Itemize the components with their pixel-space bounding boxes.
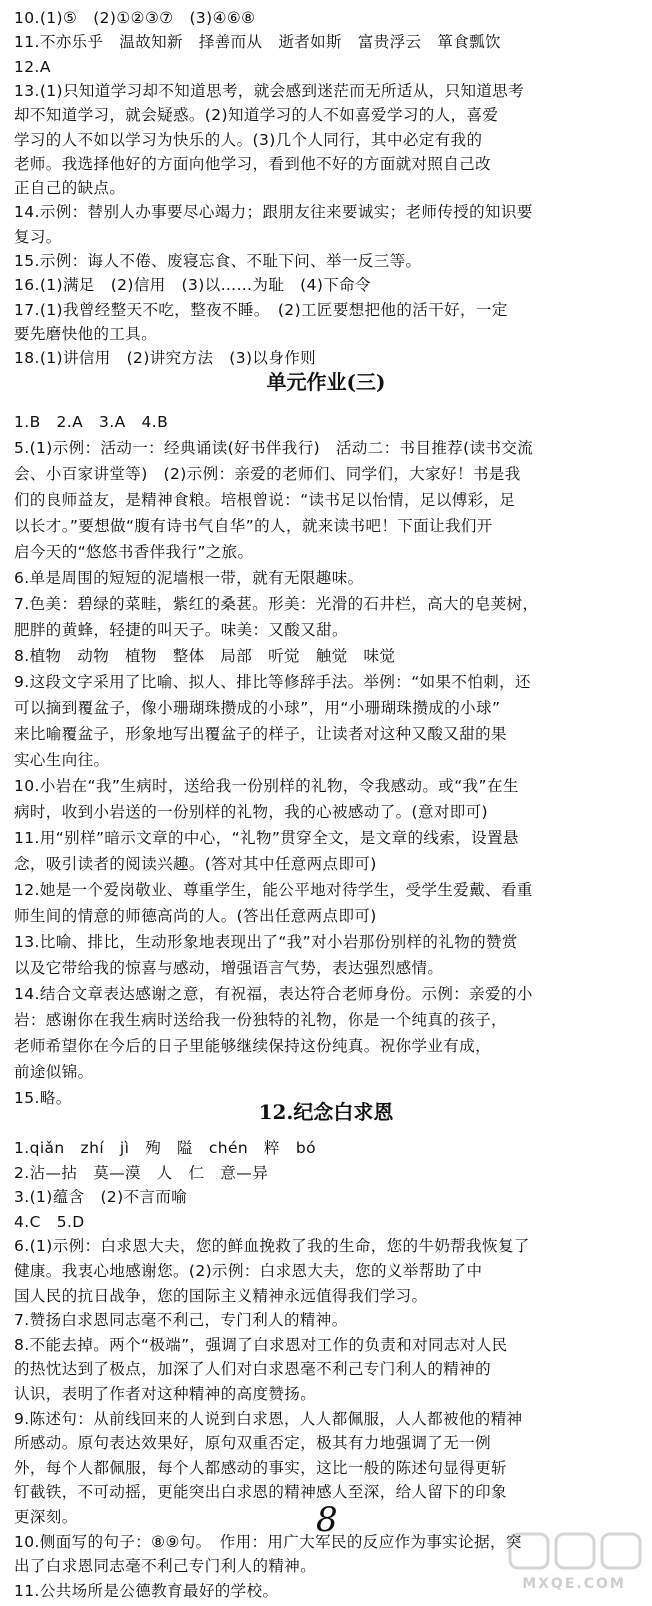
answer-line: 启今天的“悠悠书香伴我行”之旅。 (14, 543, 254, 561)
watermark-text: MXQE.COM (522, 1576, 626, 1592)
answer-line: 却不知道学习，就会疑惑。(2)知道学习的人不如喜爱学习的人，喜爱 (14, 106, 499, 125)
answer-line: 1.qiǎn zhí jì 殉 隘 chén 粹 bó (14, 1139, 316, 1157)
answer-line: 老师。我选择他好的方面向他学习，看到他不好的方面就对照自己改 (14, 154, 492, 173)
answer-line: 更深刻。 (14, 1508, 78, 1526)
answer-line: 可以摘到覆盆子，像小珊瑚珠攒成的小球”，用“小珊瑚珠攒成的小球” (14, 699, 501, 717)
answer-line: 的热忱达到了极点，加深了人们对白求恩毫不利己专门利人的精神的 (14, 1360, 492, 1379)
answer-line: 8.不能去掉。两个“极端”，强调了白求恩对工作的负责和对同志对人民 (14, 1335, 508, 1354)
answer-line: 5.(1)示例：活动一：经典诵读(好书伴我行) 活动二：书目推荐(读书交流 (14, 439, 534, 457)
answer-line: 11.公共场所是公德教育最好的学校。 (14, 1581, 279, 1600)
answer-line: 前途似锦。 (14, 1063, 94, 1081)
answer-line: 7.赞扬白求恩同志毫不利己，专门利人的精神。 (14, 1311, 348, 1330)
answer-line: 15.略。 (14, 1089, 72, 1107)
answer-line: 钉截铁，不可动摇，更能突出白求恩的精神感人至深，给人留下的印象 (14, 1483, 507, 1502)
answer-line: 国人民的抗日战争，您的国际主义精神永远值得我们学习。 (14, 1286, 428, 1305)
answer-line: 10.(1)⑤ (2)①②③⑦ (3)④⑥⑧ (14, 9, 256, 27)
answer-line: 7.色美：碧绿的菜畦，紫红的桑葚。形美：光滑的石井栏，高大的皂荚树， (14, 595, 539, 613)
answer-line: 6.单是周围的短短的泥墙根一带，就有无限趣味。 (14, 569, 364, 587)
answer-line: 要先磨快他的工具。 (14, 324, 158, 343)
watermark-icon (504, 1530, 644, 1574)
answer-line: 实心生向往。 (14, 751, 110, 769)
answer-line: 健康。我衷心地感谢您。(2)示例：白求恩大夫，您的义举帮助了中 (14, 1262, 483, 1280)
answer-line: 8.植物 动物 植物 整体 局部 听觉 触觉 味觉 (14, 647, 396, 665)
answer-line: 13.(1)只知道学习却不知道思考，就会感到迷茫而无所适从，只知道思考 (14, 81, 525, 100)
answer-line: 13.比喻、排比，生动形象地表现出了“我”对小岩那份别样的礼物的赞赏 (14, 933, 518, 951)
answer-line: 来比喻覆盆子，形象地写出覆盆子的样子，让读者对这种又酸又甜的果 (14, 725, 507, 743)
answer-line: 师生间的情意的师德高尚的人。(答出任意两点即可) (14, 907, 377, 925)
answer-line: 1.B 2.A 3.A 4.B (14, 413, 169, 431)
answer-line: 会、小百家讲堂等) (2)示例：亲爱的老师们、同学们，大家好！书是我 (14, 465, 521, 483)
section-heading-bethune: 12.纪念白求恩 (258, 1100, 394, 1124)
answer-line: 12.A (14, 57, 51, 76)
answer-line: 认识，表明了作者对这种精神的高度赞扬。 (14, 1385, 317, 1403)
answer-line: 出了白求恩同志毫不利己专门利人的精神。 (14, 1557, 317, 1576)
answer-line: 18.(1)讲信用 (2)讲究方法 (3)以身作则 (14, 349, 317, 368)
answer-line: 12.她是一个爱岗敬业、尊重学生，能公平地对待学生，受学生爱戴、看重 (14, 881, 533, 899)
answer-line: 以长才。”要想做“腹有诗书气自华”的人，就来读书吧！下面让我们开 (14, 517, 493, 535)
answer-line: 复习。 (14, 227, 62, 246)
watermark-logo (504, 1530, 644, 1592)
answer-line: 14.示例：替别人办事要尽心竭力；跟朋友往来要诚实；老师传授的知识要 (14, 203, 533, 222)
section-heading-unit-homework-3: 单元作业(三) (266, 370, 386, 394)
answer-line: 学习的人不如以学习为快乐的人。(3)几个人同行，其中必定有我的 (14, 130, 483, 149)
answer-line: 念，吸引读者的阅读兴趣。(答对其中任意两点即可) (14, 855, 377, 873)
answer-line: 岩：感谢你在我生病时送给我一份独特的礼物，你是一个纯真的孩子， (14, 1011, 507, 1029)
answer-line: 3.(1)蕴含 (2)不言而喻 (14, 1188, 188, 1207)
page-number: 8 (316, 1500, 338, 1540)
answer-line: 9.陈述句：从前线回来的人说到白求恩，人人都佩服，人人都被他的精神 (14, 1409, 523, 1428)
answer-line: 们的良师益友，是精神食粮。培根曾说：“读书足以怡情，足以傅彩，足 (14, 491, 516, 509)
answer-line: 外，每个人都佩服，每个人都感动的事实，这比一般的陈述句显得更斩 (14, 1458, 507, 1477)
answer-line: 病时，收到小岩送的一份别样的礼物，我的心被感动了。(意对即可) (14, 803, 488, 821)
answer-line: 6.(1)示例：白求恩大夫，您的鲜血挽救了我的生命，您的牛奶帮我恢复了 (14, 1237, 530, 1256)
answer-line: 老师希望你在今后的日子里能够继续保持这份纯真。祝你学业有成， (14, 1037, 492, 1055)
answer-line: 2.沾—拈 莫—漠 人 仁 意—异 (14, 1163, 269, 1182)
answer-line: 正自己的缺点。 (14, 179, 126, 198)
answer-line: 16.(1)满足 (2)信用 (3)以……为耻 (4)下命令 (14, 276, 371, 295)
answer-line: 4.C 5.D (14, 1212, 85, 1231)
answer-line: 所感动。原句表达效果好，原句双重否定，极其有力地强调了无一例 (14, 1434, 492, 1453)
answer-line: 肥胖的黄蜂，轻捷的叫天子。味美：又酸又甜。 (14, 621, 348, 639)
answer-line: 以及它带给我的惊喜与感动，增强语言气势，表达强烈感情。 (14, 959, 444, 977)
answer-line: 14.结合文章表达感谢之意，有祝福，表达符合老师身份。示例：亲爱的小 (14, 985, 533, 1003)
answer-line: 17.(1)我曾经整天不吃，整夜不睡。 (2)工匠要想把他的活干好，一定 (14, 300, 508, 319)
answer-line: 10.侧面写的句子：⑧⑨句。 作用：用广大军民的反应作为事实论据，突 (14, 1532, 522, 1551)
answer-line: 10.小岩在“我”生病时，送给我一份别样的礼物，令我感动。或“我”在生 (14, 777, 519, 795)
answer-line: 11.用“别样”暗示文章的中心，“礼物”贯穿全文，是文章的线索，设置悬 (14, 829, 519, 847)
answer-line: 11.不亦乐乎 温故知新 择善而从 逝者如斯 富贵浮云 箪食瓢饮 (14, 33, 501, 52)
answer-line: 9.这段文字采用了比喻、拟人、排比等修辞手法。举例：“如果不怕刺，还 (14, 673, 531, 691)
answer-line: 15.示例：诲人不倦、废寝忘食、不耻下问、举一反三等。 (14, 252, 422, 270)
